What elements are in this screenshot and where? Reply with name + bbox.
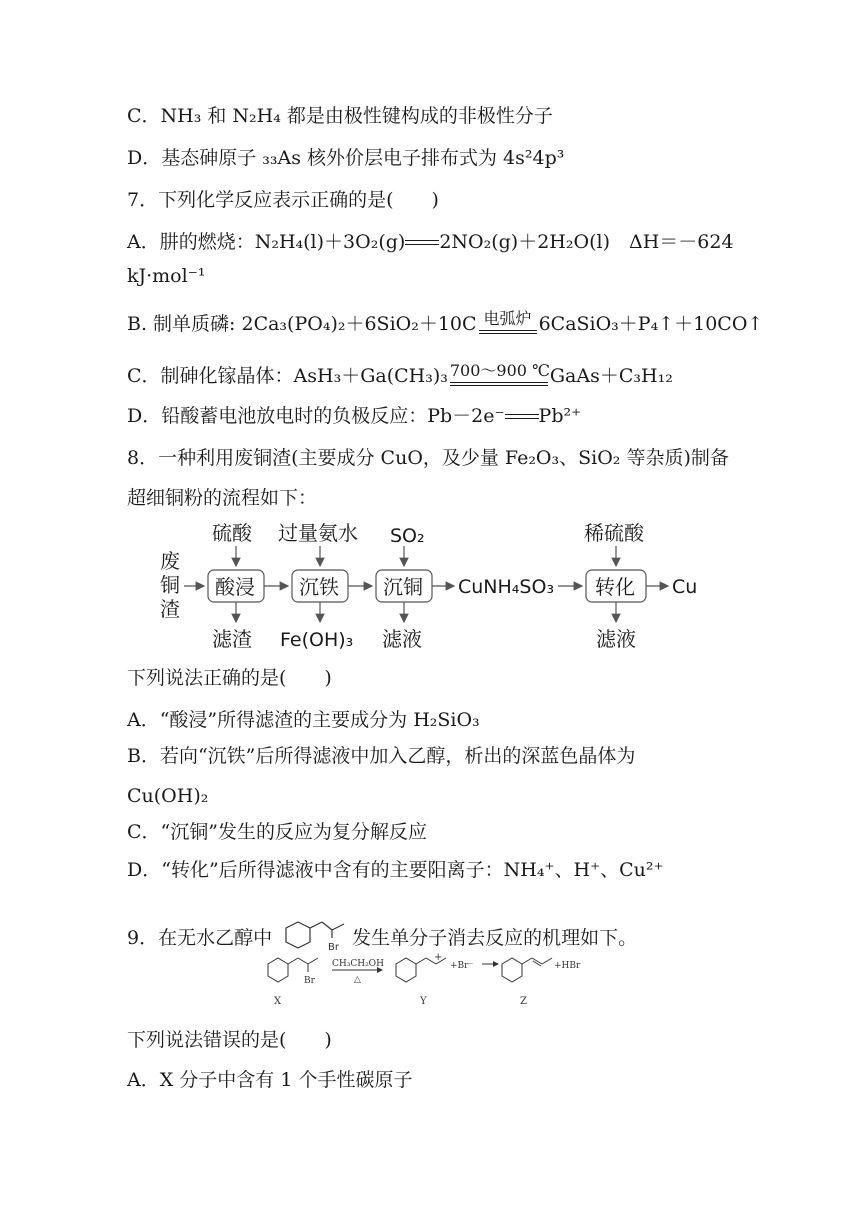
step-label-acid-leach: 酸浸: [215, 575, 255, 599]
carbocation-charge: +: [434, 952, 443, 963]
question-8-ask: 下列说法正确的是( ): [127, 667, 332, 689]
reagent-dilute-sulfuric: 稀硫酸: [584, 521, 644, 545]
label-y: Y: [420, 996, 427, 1007]
question-8-line-2: 超细铜粉的流程如下：: [127, 487, 318, 509]
condition-heat: △: [354, 975, 361, 985]
option-b-q8-line-2: Cu(OH)₂: [127, 785, 209, 807]
option-c-q8: C．“沉铜”发生的反应为复分解反应: [127, 821, 427, 843]
equals-arrow: [505, 412, 539, 422]
input-char-2: 铜: [160, 573, 180, 597]
reaction-condition-arrow: 700～900 ℃: [450, 369, 548, 385]
reagent-ammonia: 过量氨水: [278, 521, 358, 545]
input-char-1: 废: [160, 549, 180, 573]
option-a-q9: A．X 分子中含有 1 个手性碳原子: [127, 1069, 413, 1091]
reaction-condition-arrow: 电弧炉: [479, 317, 537, 333]
output-filtrate-2: 滤液: [596, 627, 636, 651]
option-a-q7-unit: kJ·mol⁻¹: [127, 265, 206, 287]
product-copper: Cu: [672, 576, 698, 598]
label-z: Z: [520, 996, 527, 1007]
x-br-label: Br: [304, 976, 315, 986]
option-b-q7: B. 制单质磷: 2Ca₃(PO₄)₂＋6SiO₂＋10C 电弧炉 6CaSiO₃＋P₄↑＋10CO↑: [127, 309, 764, 335]
intermediate-compound: CuNH₄SO₃: [458, 576, 555, 598]
hbr-product: +HBr: [554, 961, 581, 971]
step-label-precipitate-iron: 沉铁: [299, 575, 339, 599]
step-label-transform: 转化: [595, 575, 635, 599]
option-a-q7: A．肼的燃烧：N₂H₄(l)＋3O₂(g) 2NO₂(g)＋2H₂O(l) ΔH＝－624: [127, 231, 734, 253]
option-d-q6: D．基态砷原子 ₃₃As 核外价层电子排布式为 4s²4p³: [127, 147, 565, 169]
option-a-q8: A．“酸浸”所得滤渣的主要成分为 H₂SiO₃: [127, 709, 480, 731]
option-d-q8: D．“转化”后所得滤液中含有的主要阳离子：NH₄⁺、H⁺、Cu²⁺: [127, 859, 664, 881]
svg-text:Br: Br: [328, 942, 340, 953]
output-residue: 滤渣: [212, 627, 252, 651]
bromide-ion: +Br⁻: [450, 961, 474, 971]
option-d-q7: D．铅酸蓄电池放电时的负极反应：Pb－2e⁻ Pb²⁺: [127, 405, 582, 427]
reagent-sulfuric-acid: 硫酸: [212, 521, 252, 545]
equals-arrow: [405, 238, 439, 248]
reagent-so2: SO₂: [390, 525, 425, 547]
step-label-precipitate-copper: 沉铜: [383, 575, 423, 599]
question-9-ask: 下列说法错误的是( ): [127, 1029, 332, 1051]
mechanism-diagram: [262, 952, 602, 1016]
option-c-q6: C．NH₃ 和 N₂H₄ 都是由极性键构成的非极性分子: [127, 105, 553, 127]
option-c-q7: C．制砷化镓晶体：AsH₃＋Ga(CH₃)₃ 700～900 ℃ GaAs＋C₃H₁₂: [127, 361, 673, 387]
label-x: X: [274, 996, 282, 1007]
input-char-3: 渣: [160, 597, 180, 621]
question-9: 9．在无水乙醇中 Br 发生单分子消去反应的机理如下。: [127, 914, 637, 958]
process-flow-diagram: [160, 518, 720, 662]
option-b-q8-line-1: B．若向“沉铁”后所得滤液中加入乙醇，析出的深蓝色晶体为: [127, 745, 636, 767]
output-filtrate-1: 滤液: [382, 627, 422, 651]
question-8-line-1: 8．一种利用废铜渣(主要成分 CuO，及少量 Fe₂O₃、SiO₂ 等杂质)制备: [127, 447, 729, 469]
condition-solvent: CH₃CH₂OH: [332, 959, 384, 969]
question-7: 7．下列化学反应表示正确的是( ): [127, 189, 439, 211]
output-iron-hydroxide: Fe(OH)₃: [280, 629, 354, 651]
